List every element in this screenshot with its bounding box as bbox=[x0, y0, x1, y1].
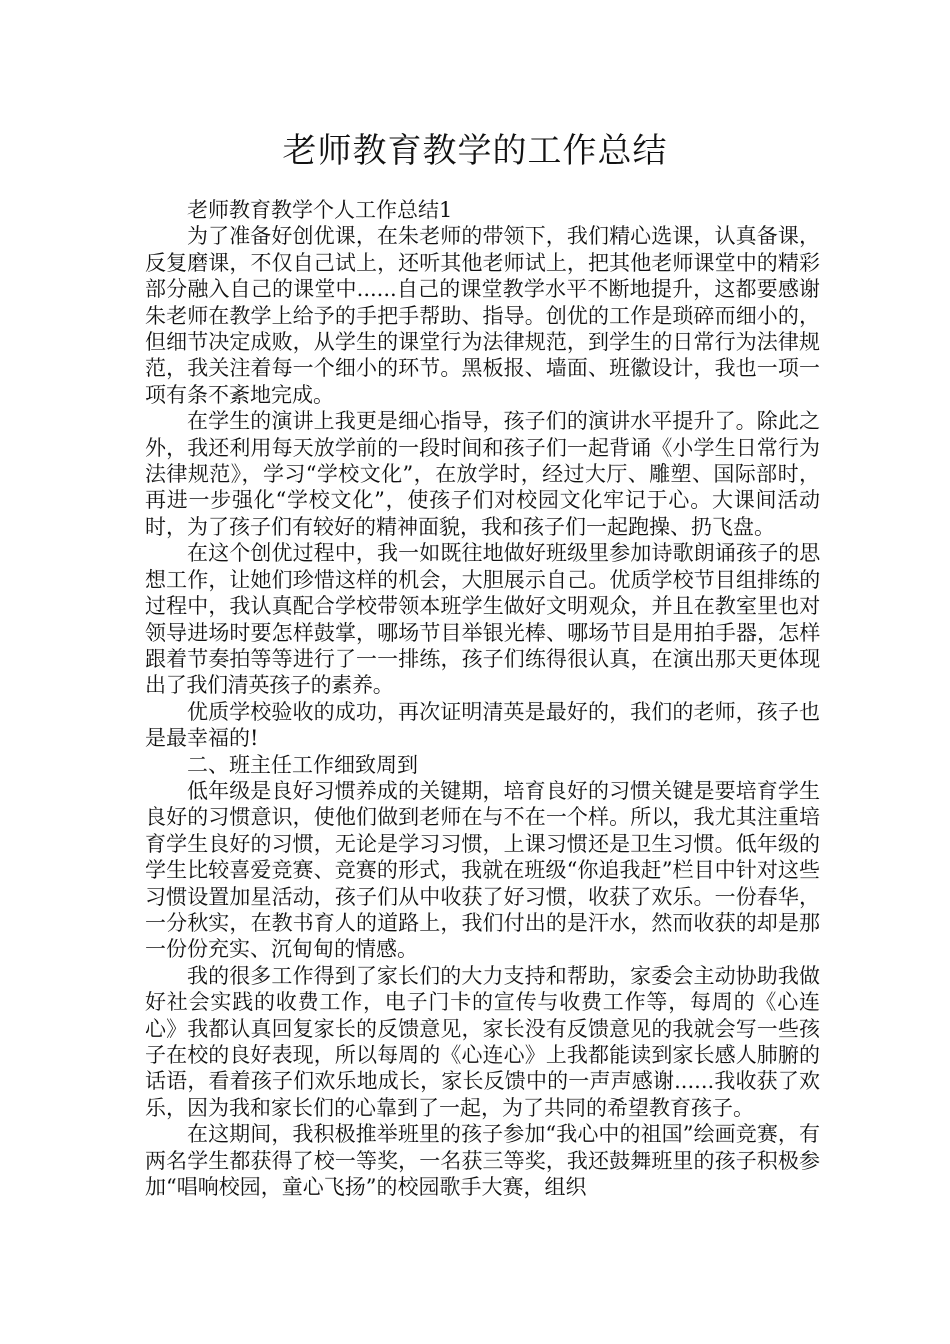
paragraph-subtitle: 老师教育教学个人工作总结1 bbox=[187, 198, 453, 222]
paragraph: 低年级是良好习惯养成的关键期，培育良好的习惯关键是要培育学生良好的习惯意识，使他们做到老师在与不在一个样。所以，我尤其注重培育学生良好的习惯，无论是学习习惯，上课习惯还是卫生习惯。低年级的学生比较喜爱竞赛、竞赛的形式，我就在班级“你追我赶”栏目中针对这些习惯设置加星活动，孩子们从中收获了好习惯，收获了欢乐。一份春华，一分秋实，在教书育人的道路上，我们付出的是汗水，然而收获的却是那一份份充实、沉甸甸的情感。 bbox=[145, 778, 820, 962]
paragraph: 优质学校验收的成功，再次证明清英是最好的，我们的老师，孩子也是最幸福的! bbox=[145, 699, 820, 751]
paragraph: 在这期间，我积极推举班里的孩子参加“我心中的祖国”绘画竞赛，有两名学生都获得了校一等奖，一名获三等奖，我还鼓舞班里的孩子积极参加“唱响校园，童心飞扬”的校园歌手大赛，组织 bbox=[145, 1122, 820, 1200]
paragraph: 在这个创优过程中，我一如既往地做好班级里参加诗歌朗诵孩子的思想工作，让她们珍惜这样的机会，大胆展示自己。优质学校节目组排练的过程中，我认真配合学校带领本班学生做好文明观众，并且在教室里也对领导进场时要怎样鼓掌，哪场节目举银光棒、哪场节目是用拍手器，怎样跟着节奏拍等等进行了一一排练，孩子们练得很认真，在演出那天更体现出了我们清英孩子的素养。 bbox=[145, 541, 820, 698]
document-body bbox=[145, 197, 820, 1200]
document-title: 老师教育教学的工作总结 bbox=[282, 131, 668, 171]
paragraph: 为了准备好创优课，在朱老师的带领下，我们精心选课，认真备课，反复磨课，不仅自己试上，还听其他老师试上，把其他老师课堂中的精彩部分融入自己的课堂中......自己的课堂教学水平不断地提升，这都要感谢朱老师在教学上给予的手把手帮助、指导。创优的工作是琐碎而细小的，但细节决定成败，从学生的课堂行为法律规范，到学生的日常行为法律规范，我关注着每一个细小的环节。黑板报、墙面、班徽设计，我也一项一项有条不紊地完成。 bbox=[145, 224, 820, 407]
paragraph: 我的很多工作得到了家长们的大力支持和帮助，家委会主动协助我做好社会实践的收费工作，电子门卡的宣传与收费工作等，每周的《心连心》我都认真回复家长的反馈意见，家长没有反馈意见的我就会写一些孩子在校的良好表现，所以每周的《心连心》上我都能读到家长感人肺腑的话语，看着孩子们欢乐地成长，家长反馈中的一声声感谢......我收获了欢乐，因为我和家长们的心靠到了一起，为了共同的希望教育孩子。 bbox=[145, 963, 820, 1120]
paragraph: 在学生的演讲上我更是细心指导，孩子们的演讲水平提升了。除此之外，我还利用每天放学前的一段时间和孩子们一起背诵《小学生日常行为法律规范》，学习“学校文化”，在放学时，经过大厅、雕塑、国际部时，再进一步强化“学校文化”，使孩子们对校园文化牢记于心。大课间活动时，为了孩子们有较好的精神面貌，我和孩子们一起跑操、扔飞盘。 bbox=[145, 409, 820, 539]
section-heading: 二、班主任工作细致周到 bbox=[187, 752, 418, 777]
